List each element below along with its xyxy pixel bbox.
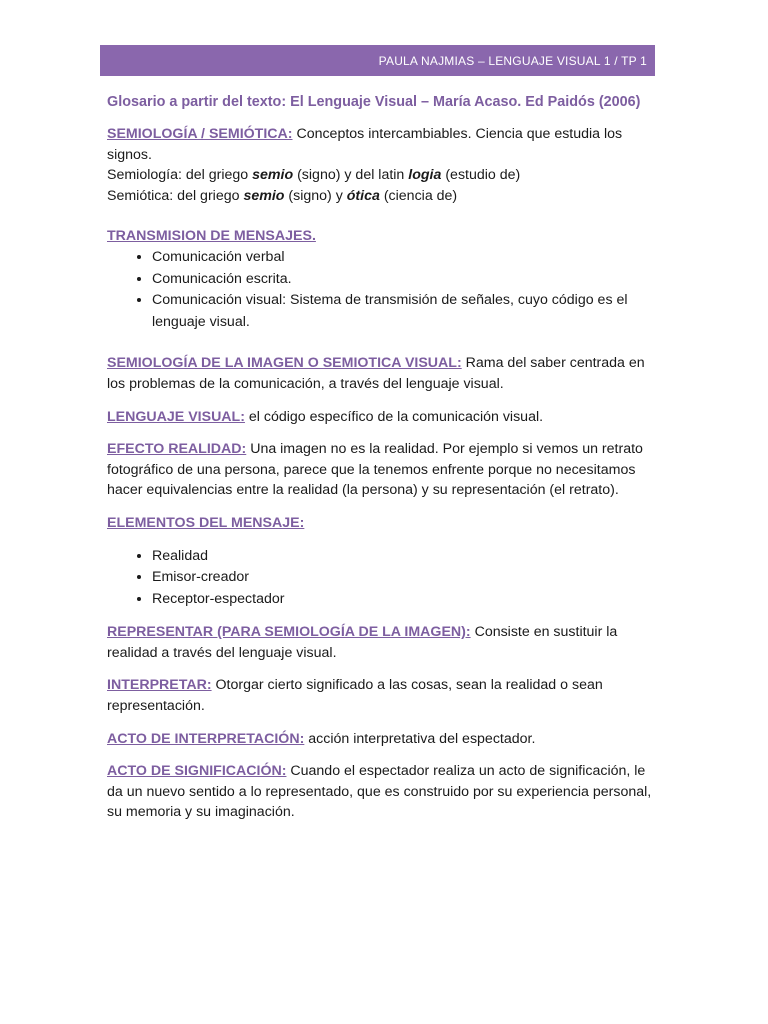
term-representar: REPRESENTAR (PARA SEMIOLOGÍA DE LA IMAGEN): bbox=[107, 624, 471, 641]
term-efecto-realidad: EFECTO REALIDAD: bbox=[107, 441, 247, 458]
term-acto-significacion: ACTO DE SIGNIFICACIÓN: bbox=[107, 763, 287, 780]
text-fragment: Semiótica: del griego bbox=[107, 187, 244, 204]
list-item: • Realidad bbox=[152, 546, 663, 568]
list-item: • Comunicación visual: Sistema de transmisión de señales, cuyo código es el lenguaje visual. bbox=[152, 290, 663, 333]
def-representar: Consiste en sustituir la realidad a través del lenguaje visual. bbox=[107, 624, 618, 661]
term-acto-interpretacion: ACTO DE INTERPRETACIÓN: bbox=[107, 730, 305, 747]
def-semiologia-imagen: Rama del saber centrada en los problemas de la comunicación, a través del lenguaje visual. bbox=[107, 355, 645, 392]
entry-transmision bbox=[107, 226, 663, 247]
entry-acto-interpretacion bbox=[107, 729, 663, 750]
text-fragment: (estudio de) bbox=[441, 167, 521, 184]
text-fragment: (ciencia de) bbox=[379, 187, 458, 204]
def-acto-interpretacion: acción interpretativa del espectador. bbox=[304, 730, 536, 747]
text-fragment: (signo) y bbox=[284, 187, 347, 204]
def-interpretar: Otorgar cierto significado a las cosas, sean la realidad o sean representación. bbox=[107, 677, 603, 715]
term-elementos: ELEMENTOS DEL MENSAJE: bbox=[107, 514, 305, 531]
term-transmision: TRANSMISION DE MENSAJES. bbox=[107, 228, 316, 245]
document-title: Glosario a partir del texto: El Lenguaje Visual – María Acaso. Ed Paidós (2006) bbox=[107, 94, 641, 110]
term-semiologia: SEMIOLOGÍA / SEMIÓTICA: bbox=[107, 126, 293, 142]
semiologia-etymology bbox=[107, 165, 663, 186]
def-acto-significacion: Cuando el espectador realiza un acto de significación, le da un nuevo sentido a lo representado, que es construido por su experiencia personal, su memoria y su imaginación. bbox=[107, 763, 652, 821]
entry-interpretar bbox=[107, 675, 663, 716]
list-item: • Comunicación escrita. bbox=[152, 269, 663, 291]
term-lenguaje-visual: LENGUAJE VISUAL: bbox=[107, 408, 245, 425]
def-lenguaje-visual: el código específico de la comunicación visual. bbox=[244, 408, 544, 425]
entry-semiologia-imagen bbox=[107, 353, 663, 394]
list-item: • Emisor-creador bbox=[152, 567, 663, 589]
emphasis-word: ótica bbox=[346, 187, 380, 204]
emphasis-word: logia bbox=[408, 167, 442, 184]
def-semiologia: Conceptos intercambiables. Ciencia que estudia los signos. bbox=[107, 126, 623, 163]
document-body bbox=[107, 92, 663, 823]
entry-acto-significacion bbox=[107, 761, 663, 823]
def-efecto-realidad: Una imagen no es la realidad. Por ejemplo si vemos un retrato fotográfico de una persona, parece que la tenemos enfrente porque no necesitamos hacer equivalencias entre la realidad (la persona) y su representación (el retrato). bbox=[107, 441, 643, 499]
entry-elementos bbox=[107, 513, 663, 534]
emphasis-word: semio bbox=[243, 187, 285, 204]
list-item: • Comunicación verbal bbox=[152, 247, 663, 269]
entry-semiologia bbox=[107, 124, 663, 165]
semiotica-etymology bbox=[107, 186, 663, 207]
text-fragment: (signo) y del latin bbox=[293, 167, 409, 184]
entry-efecto-realidad bbox=[107, 439, 663, 501]
emphasis-word: semio bbox=[252, 167, 294, 184]
term-semiologia-imagen: SEMIOLOGÍA DE LA IMAGEN O SEMIOTICA VISUAL: bbox=[107, 355, 462, 372]
entry-lenguaje-visual bbox=[107, 407, 663, 428]
header-text: PAULA NAJMIAS – LENGUAJE VISUAL 1 / TP 1 bbox=[378, 53, 647, 68]
document-header-bar bbox=[100, 45, 655, 76]
entry-representar bbox=[107, 622, 663, 663]
list-item: • Receptor-espectador bbox=[152, 589, 663, 611]
term-interpretar: INTERPRETAR: bbox=[107, 677, 212, 694]
text-fragment: Semiología: del griego bbox=[107, 167, 253, 184]
elementos-list bbox=[107, 546, 663, 611]
transmision-list bbox=[107, 247, 663, 333]
